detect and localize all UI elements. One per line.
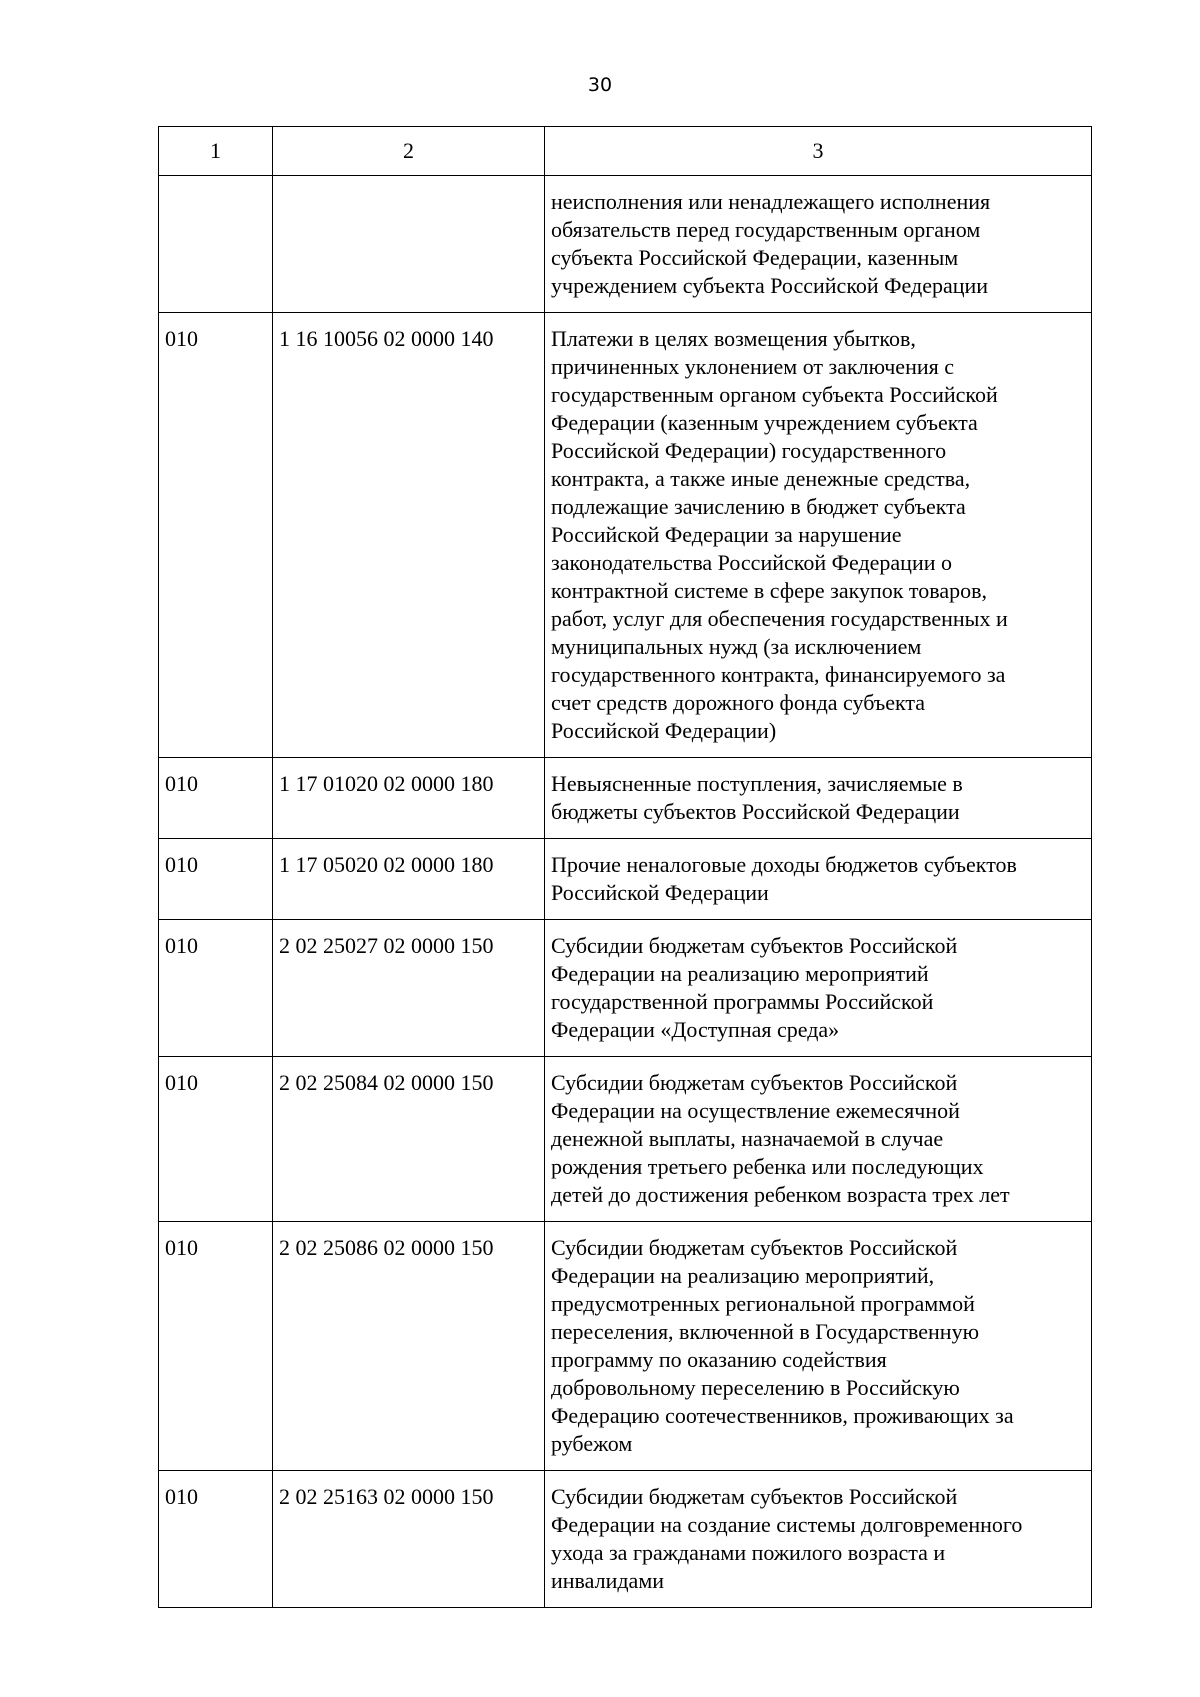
admin-code-cell: 010 xyxy=(159,1222,273,1471)
description-line: Российской Федерации) государственного xyxy=(551,438,947,463)
description-cell xyxy=(545,758,1092,839)
description-line: Субсидии бюджетам субъектов Российской xyxy=(551,1235,958,1260)
table-row xyxy=(159,176,1092,313)
description-line: Прочие неналоговые доходы бюджетов субъектов xyxy=(551,852,1017,877)
description-line: субъекта Российской Федерации, казенным xyxy=(551,245,959,270)
description-cell xyxy=(545,1057,1092,1222)
table-row xyxy=(159,1057,1092,1222)
income-code-cell xyxy=(273,176,545,313)
description-line: государственным органом субъекта Российской xyxy=(551,382,998,407)
table-row xyxy=(159,1471,1092,1608)
header-col-3: 3 xyxy=(545,127,1092,176)
table-row xyxy=(159,839,1092,920)
description-cell xyxy=(545,176,1092,313)
admin-code-cell: 010 xyxy=(159,1057,273,1222)
description-line: Невыясненные поступления, зачисляемые в xyxy=(551,771,963,796)
admin-code-cell: 010 xyxy=(159,313,273,758)
income-codes-table xyxy=(158,126,1092,1608)
description-line: Российской Федерации xyxy=(551,880,769,905)
description-line: Федерации на осуществление ежемесячной xyxy=(551,1098,960,1123)
description-line: денежной выплаты, назначаемой в случае xyxy=(551,1126,944,1151)
description-cell xyxy=(545,1471,1092,1608)
description-line: рождения третьего ребенка или последующих xyxy=(551,1154,984,1179)
description-line: Платежи в целях возмещения убытков, xyxy=(551,326,916,351)
description-line: муниципальных нужд (за исключением xyxy=(551,634,922,659)
description-cell xyxy=(545,839,1092,920)
description-line: Российской Федерации за нарушение xyxy=(551,522,902,547)
table-row xyxy=(159,1222,1092,1471)
table-header-row xyxy=(159,127,1092,176)
description-line: Субсидии бюджетам субъектов Российской xyxy=(551,1070,958,1095)
description-line: Российской Федерации) xyxy=(551,718,777,743)
income-code-cell: 1 16 10056 02 0000 140 xyxy=(273,313,545,758)
description-line: Федерации (казенным учреждением субъекта xyxy=(551,410,978,435)
description-line: государственной программы Российской xyxy=(551,989,934,1014)
description-cell xyxy=(545,313,1092,758)
description-line: программу по оказанию содействия xyxy=(551,1347,887,1372)
header-col-2: 2 xyxy=(273,127,545,176)
table-row xyxy=(159,313,1092,758)
description-line: детей до достижения ребенком возраста трех лет xyxy=(551,1182,1010,1207)
admin-code-cell xyxy=(159,176,273,313)
description-line: обязательств перед государственным органом xyxy=(551,217,981,242)
description-line: контрактной системе в сфере закупок товаров, xyxy=(551,578,987,603)
description-cell xyxy=(545,1222,1092,1471)
page-number: 30 xyxy=(587,74,613,96)
description-line: добровольному переселению в Российскую xyxy=(551,1375,960,1400)
description-line: Федерацию соотечественников, проживающих за xyxy=(551,1403,1014,1428)
description-line: Федерации на реализацию мероприятий xyxy=(551,961,929,986)
table-row xyxy=(159,920,1092,1057)
description-line: законодательства Российской Федерации о xyxy=(551,550,953,575)
description-line: предусмотренных региональной программой xyxy=(551,1291,975,1316)
admin-code-cell: 010 xyxy=(159,920,273,1057)
income-code-cell: 2 02 25086 02 0000 150 xyxy=(273,1222,545,1471)
description-line: переселения, включенной в Государственную xyxy=(551,1319,980,1344)
income-code-cell: 2 02 25027 02 0000 150 xyxy=(273,920,545,1057)
description-line: Федерации на реализацию мероприятий, xyxy=(551,1263,935,1288)
description-line: бюджеты субъектов Российской Федерации xyxy=(551,799,960,824)
admin-code-cell: 010 xyxy=(159,1471,273,1608)
admin-code-cell: 010 xyxy=(159,839,273,920)
income-code-cell: 2 02 25084 02 0000 150 xyxy=(273,1057,545,1222)
income-code-cell: 1 17 05020 02 0000 180 xyxy=(273,839,545,920)
table-row xyxy=(159,758,1092,839)
income-code-cell: 2 02 25163 02 0000 150 xyxy=(273,1471,545,1608)
description-line: счет средств дорожного фонда субъекта xyxy=(551,690,926,715)
description-line: работ, услуг для обеспечения государственных и xyxy=(551,606,1008,631)
description-line: Федерации на создание системы долговременного xyxy=(551,1512,1023,1537)
description-line: государственного контракта, финансируемого за xyxy=(551,662,1006,687)
income-code-cell: 1 17 01020 02 0000 180 xyxy=(273,758,545,839)
admin-code-cell: 010 xyxy=(159,758,273,839)
description-line: Субсидии бюджетам субъектов Российской xyxy=(551,1484,958,1509)
description-line: контракта, а также иные денежные средства, xyxy=(551,466,971,491)
description-line: рубежом xyxy=(551,1431,633,1456)
description-cell xyxy=(545,920,1092,1057)
description-line: причиненных уклонением от заключения с xyxy=(551,354,954,379)
description-line: инвалидами xyxy=(551,1568,665,1593)
description-line: ухода за гражданами пожилого возраста и xyxy=(551,1540,946,1565)
description-line: Субсидии бюджетам субъектов Российской xyxy=(551,933,958,958)
description-line: Федерации «Доступная среда» xyxy=(551,1017,840,1042)
description-line: неисполнения или ненадлежащего исполнения xyxy=(551,189,991,214)
description-line: подлежащие зачислению в бюджет субъекта xyxy=(551,494,966,519)
header-col-1: 1 xyxy=(159,127,273,176)
description-line: учреждением субъекта Российской Федерации xyxy=(551,273,989,298)
